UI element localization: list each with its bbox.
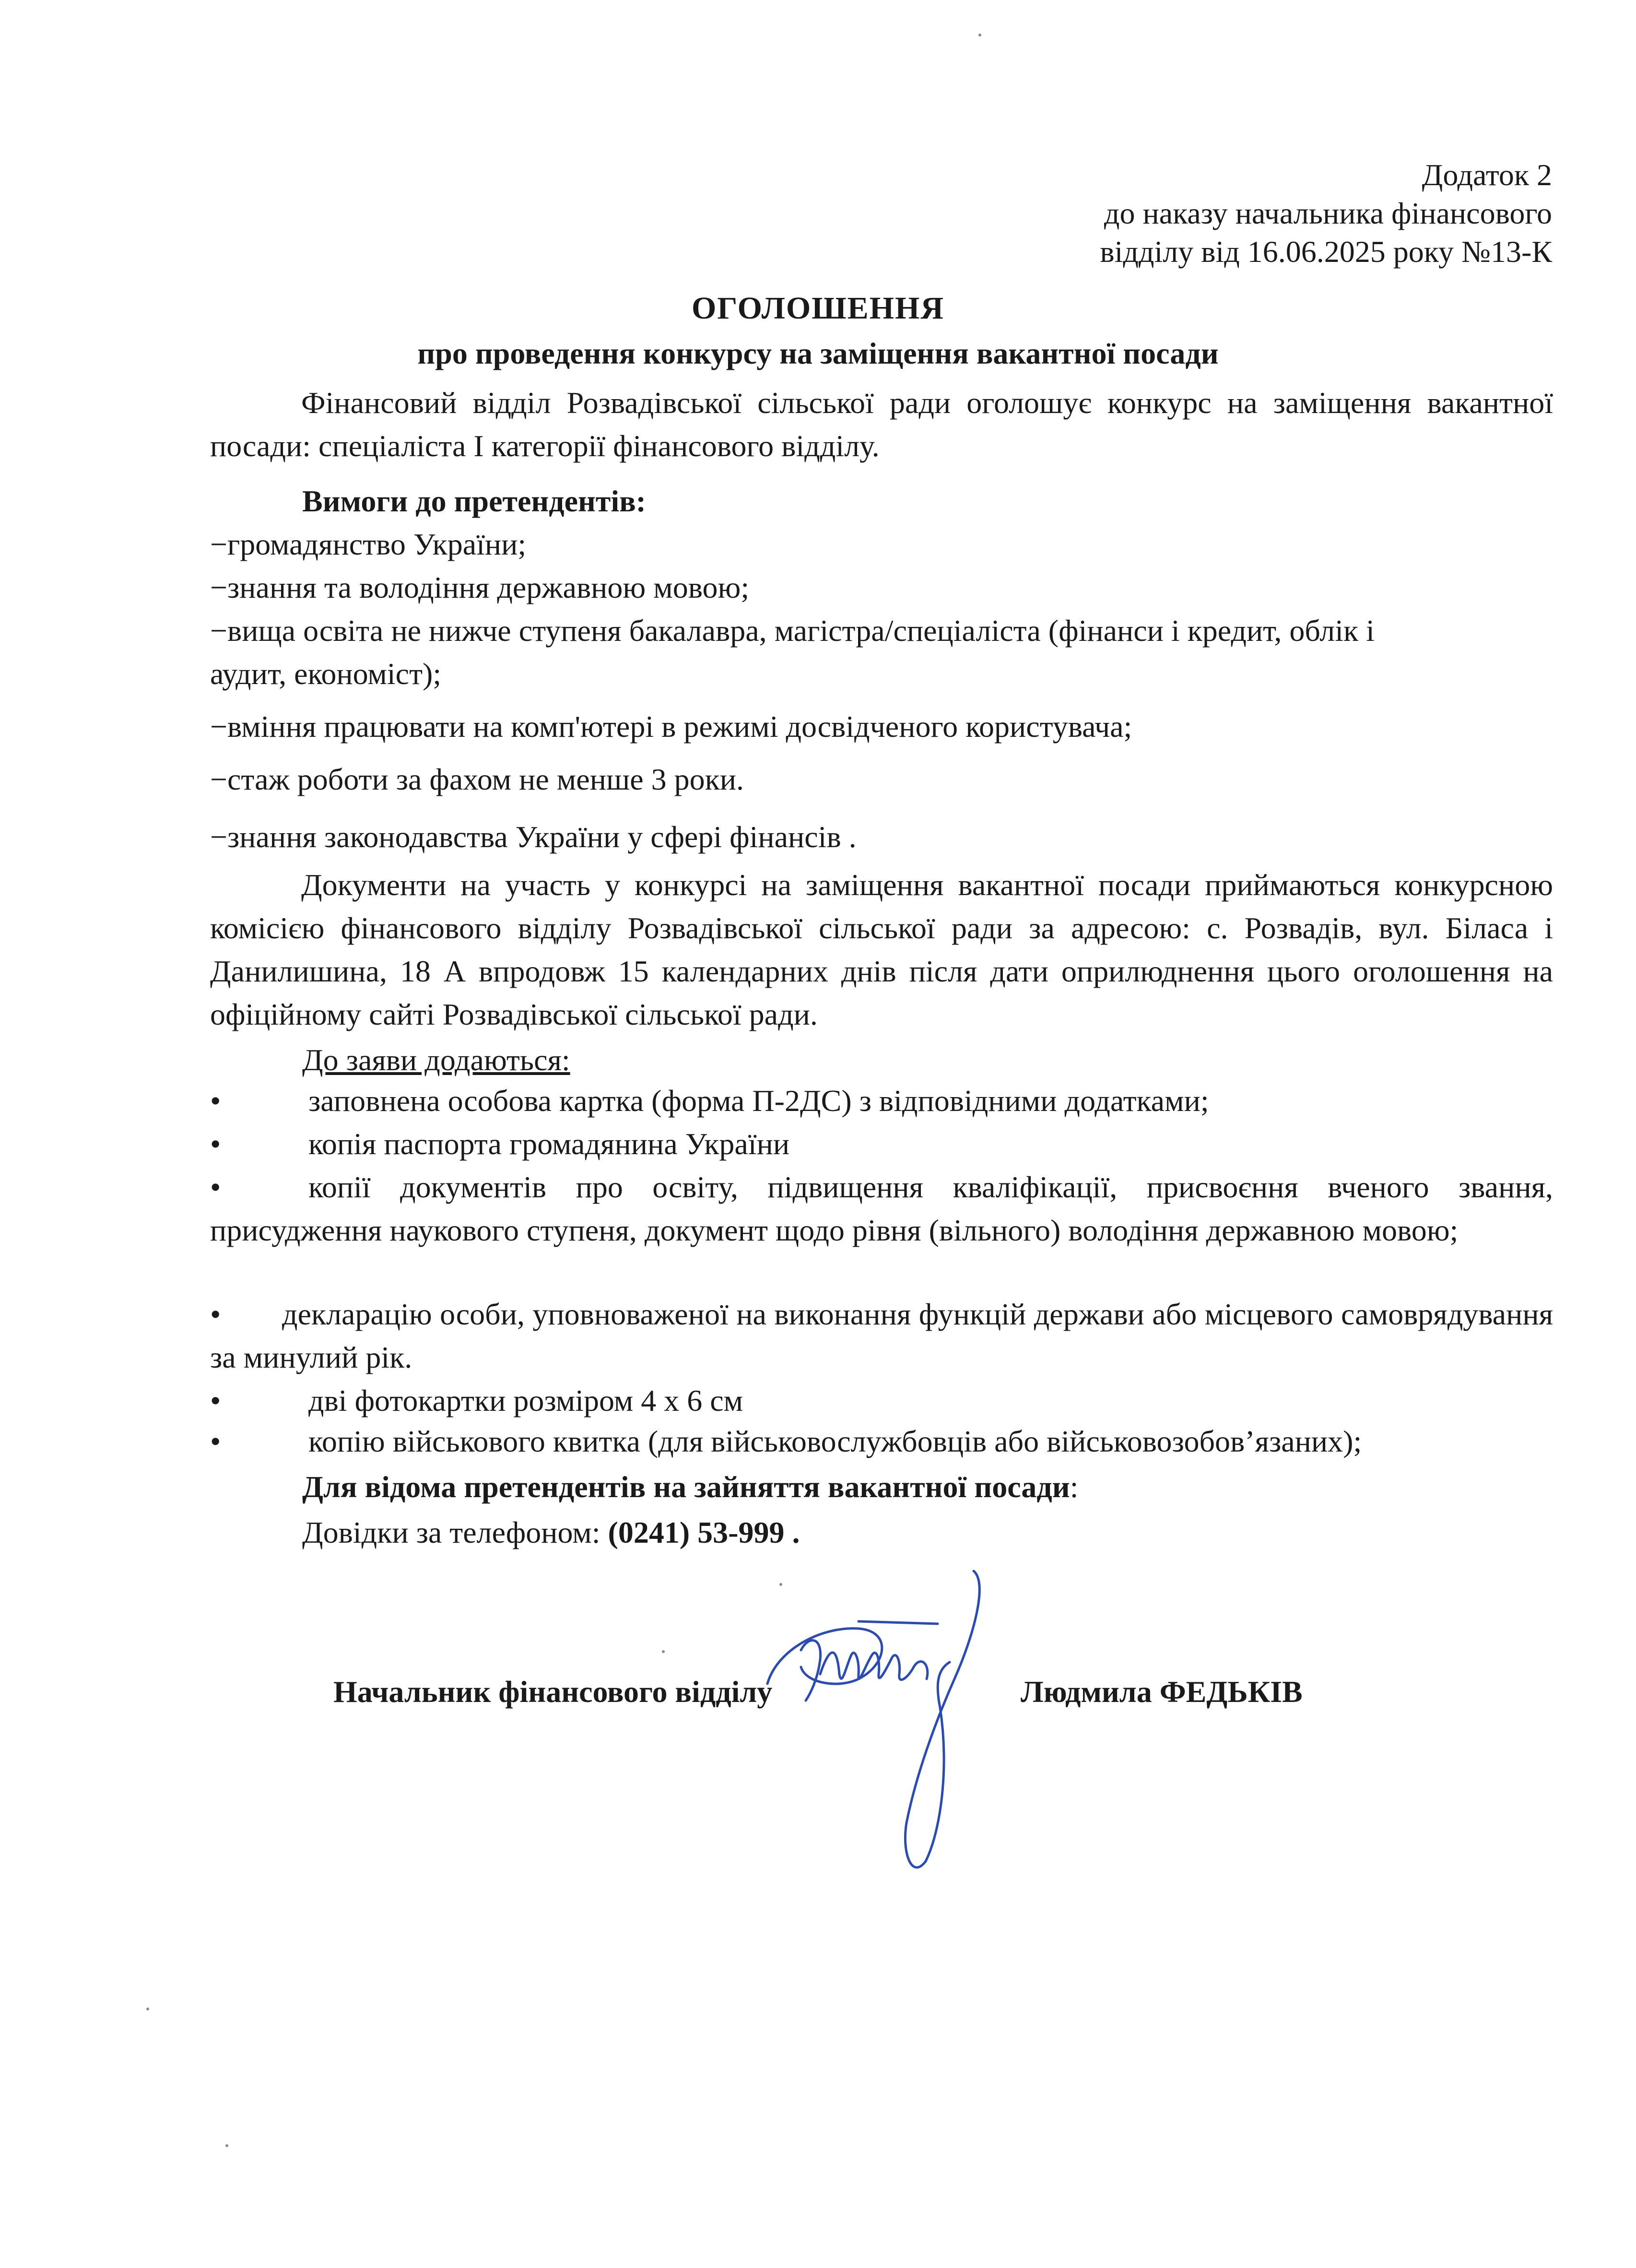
scan-speck <box>662 1650 665 1653</box>
attachment-item: • копію військового квитка (для військовослужбовців або військовозобов’язаних); <box>210 1424 1362 1458</box>
appendix-line-3: відділу від 16.06.2025 року №13-К <box>1100 235 1552 269</box>
attachment-item: • дві фотокартки розміром 4 х 6 см <box>210 1383 743 1418</box>
attachment-item: • декларацію особи, уповноваженої на виконання функцій держави або місцевого самоврядування за минулий рік. <box>210 1297 1553 1374</box>
requirement-item: −вища освіта не нижче ступеня бакалавра, магістра/спеціаліста (фінанси і кредит, облік і <box>210 614 1375 648</box>
attachments-heading: До заяви додаються: <box>302 1043 570 1077</box>
requirement-item: −вміння працювати на комп'ютері в режимі досвідченого користувача; <box>210 709 1132 744</box>
attachment-item: • копії документів про освіту, підвищення кваліфікації, присвоєння вченого звання, присудження наукового ступеня, документ щодо рівня (вільного) володіння державною мовою; <box>210 1170 1553 1247</box>
signatory-name: Людмила ФЕДЬКІВ <box>1021 1675 1303 1709</box>
signatory-position: Начальник фінансового відділу <box>333 1675 773 1709</box>
phone-label: Довідки за телефоном: <box>302 1515 608 1549</box>
appendix-line-2: до наказу начальника фінансового <box>1104 196 1552 230</box>
document-title: ОГОЛОШЕННЯ <box>691 291 945 326</box>
requirement-item: −стаж роботи за фахом не менше 3 роки. <box>210 762 744 796</box>
scan-speck <box>146 2008 149 2010</box>
notice-heading: Для відома претендентів на зайняття вакантної посади: <box>302 1470 1079 1504</box>
document-subtitle: про проведення конкурсу на заміщення вакантної посади <box>417 336 1219 370</box>
documents-text: Документи на участь у конкурсі на заміщення вакантної посади приймаються конкурсною комісією фінансового відділу Розвадівської сільської ради за адресою: с. Розвадів, вул. Біласа і Данилишина, 18 А впродовж 15 календарних днів після дати оприлюднення цього оголошення на офіційному сайті Розвадівської сільської ради. <box>210 868 1553 1031</box>
requirement-item-continuation: аудит, економіст); <box>210 657 442 691</box>
intro-text: Фінансовий відділ Розвадівської сільської ради оголошує конкурс на заміщення вакантної посади: спеціаліста І категорії фінансового відділу. <box>210 386 1553 463</box>
appendix-line-1: Додаток 2 <box>1422 158 1552 192</box>
scan-speck <box>225 2144 228 2147</box>
requirements-heading: Вимоги до претендентів: <box>302 484 646 518</box>
documents-paragraph <box>210 863 1553 1036</box>
phone-line <box>302 1513 800 1552</box>
requirement-item: −громадянство України; <box>210 527 527 561</box>
appendix-header <box>1100 156 1552 271</box>
attachment-item: • копія паспорта громадянина України <box>210 1127 790 1161</box>
handwritten-signature <box>748 1564 1036 1900</box>
requirement-item: −знання та володіння державною мовою; <box>210 570 750 604</box>
phone-number: (0241) 53-999 . <box>608 1515 800 1549</box>
scan-speck <box>978 34 981 36</box>
intro-paragraph <box>210 381 1553 468</box>
requirement-item: −знання законодавства України у сфері фінансів . <box>210 820 857 854</box>
attachment-item: • заповнена особова картка (форма П-2ДС) з відповідними додатками; <box>210 1084 1209 1118</box>
scan-speck <box>779 1583 782 1586</box>
